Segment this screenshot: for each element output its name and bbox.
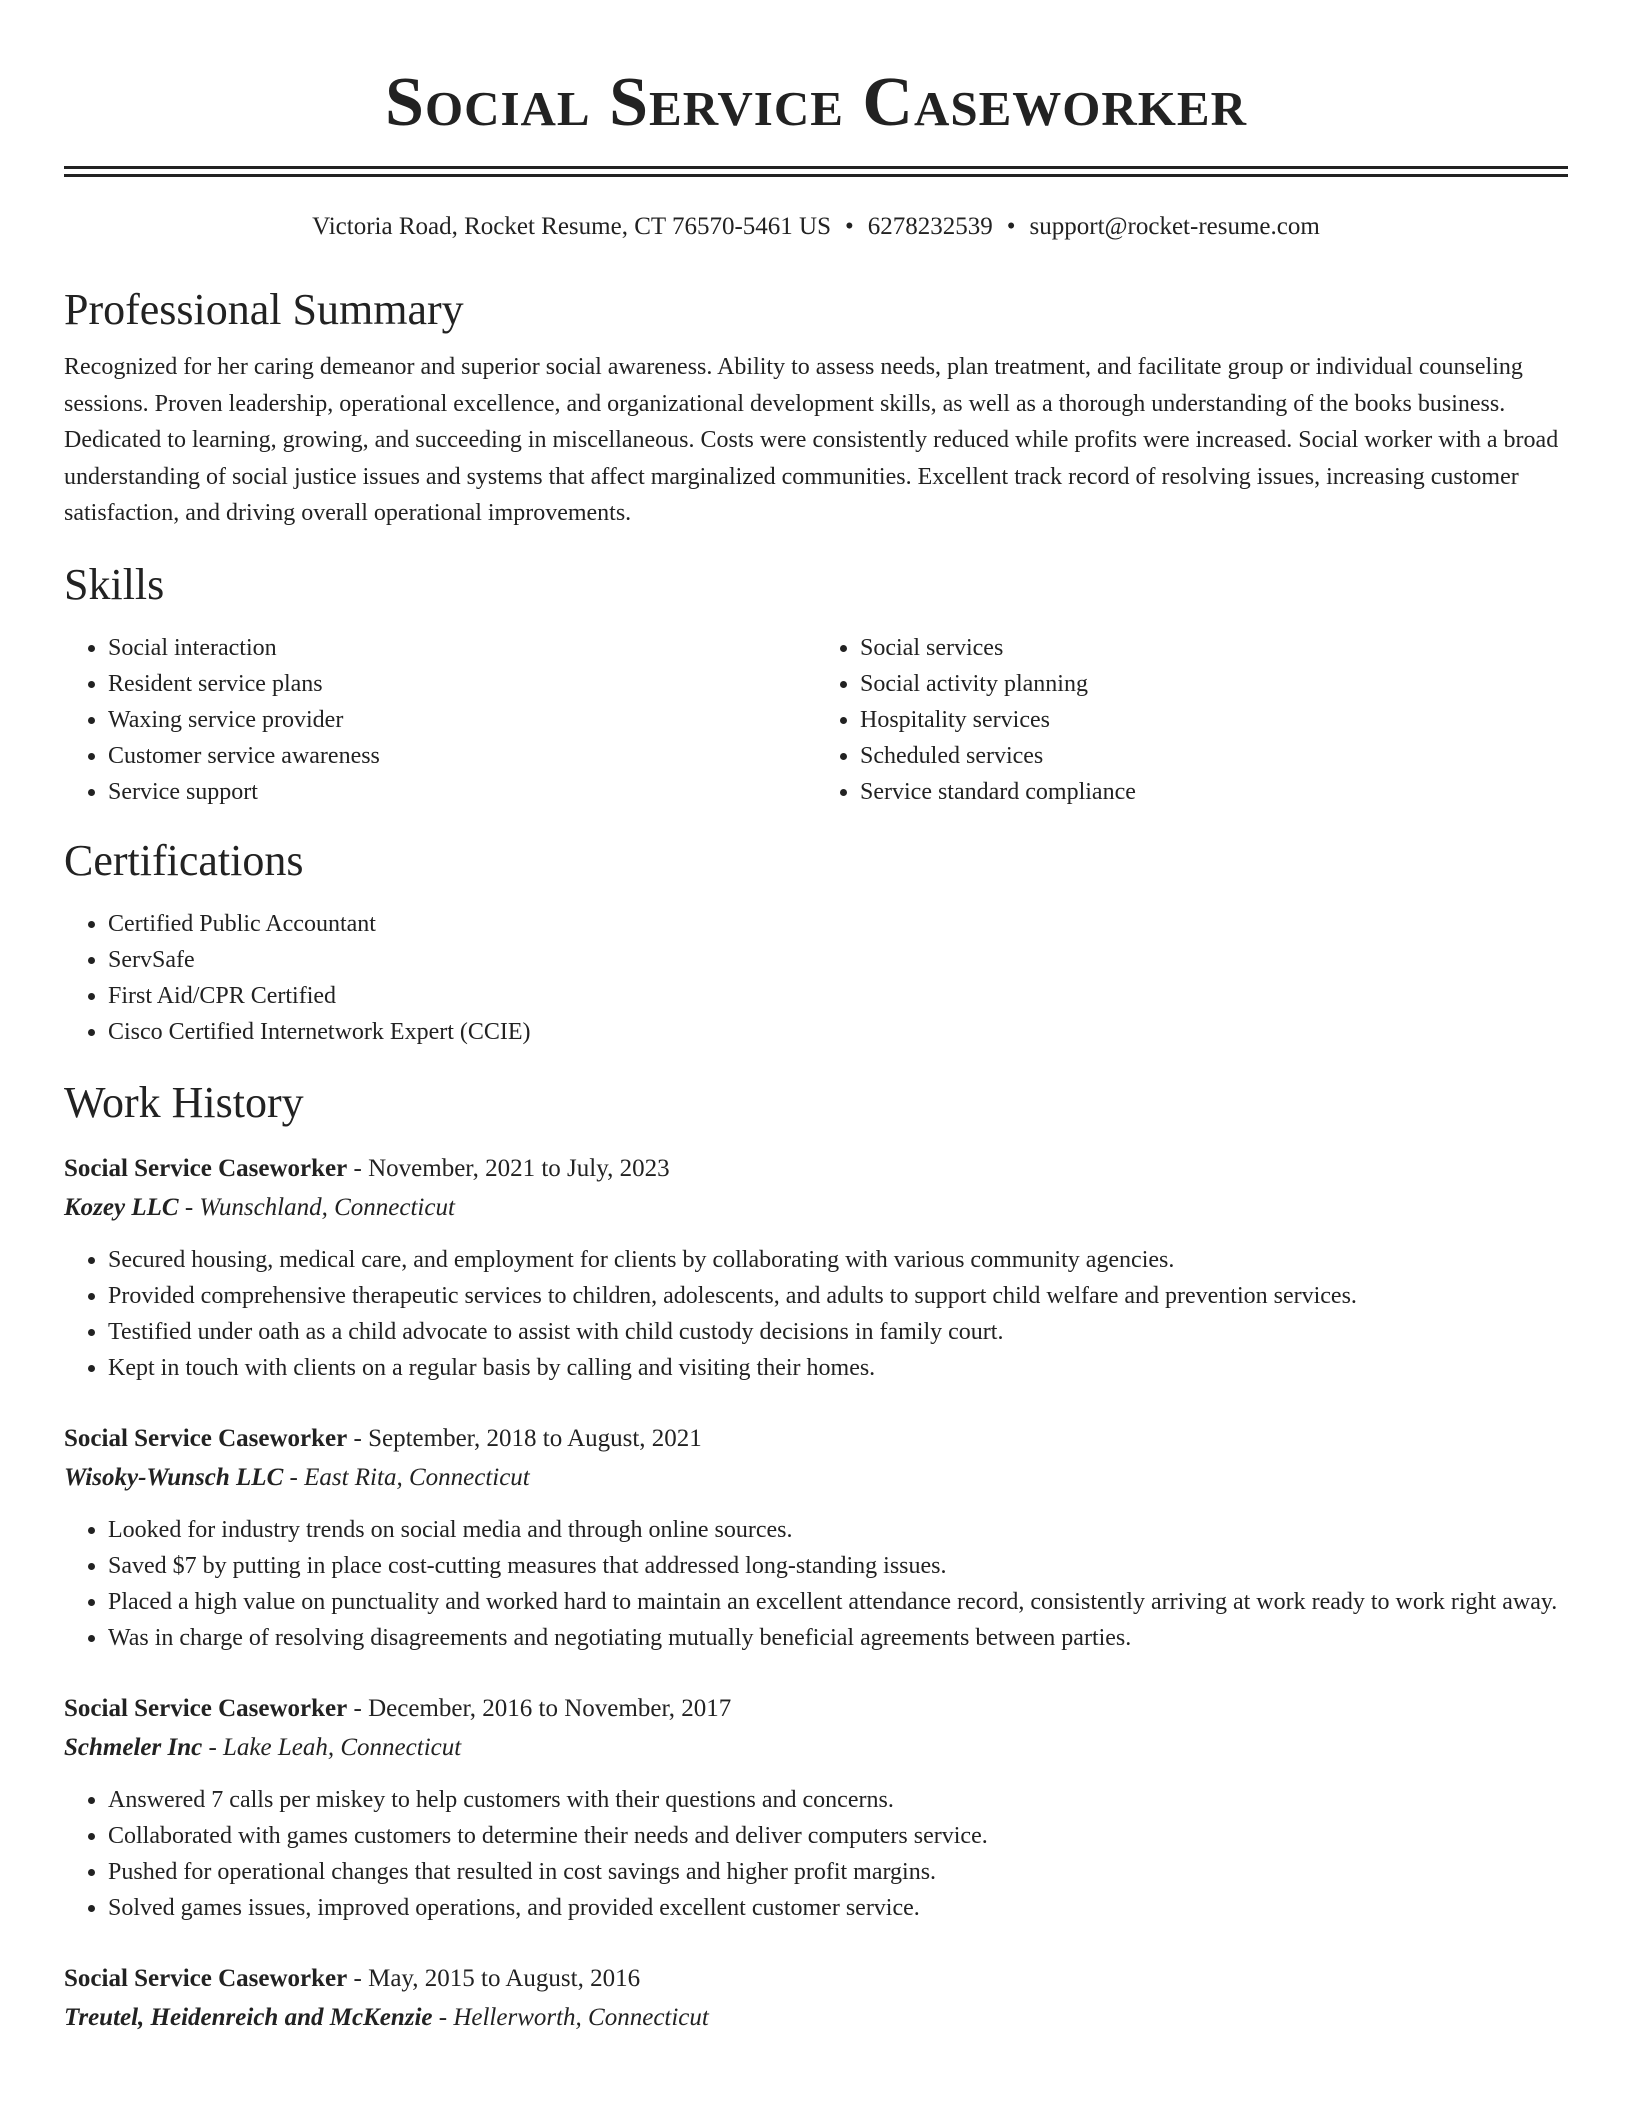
job-dates: September, 2018 to August, 2021: [368, 1424, 702, 1452]
work-history-heading: Work History: [64, 1077, 304, 1127]
summary-heading: Professional Summary: [64, 285, 464, 334]
contact-separator: •: [844, 213, 854, 240]
company-name: Schmeler Inc: [64, 1733, 203, 1761]
job-title-line: [64, 1150, 1568, 1188]
job-bullet: • Answered 7 calls per miskey to help customers with their questions and concerns.: [108, 1782, 1568, 1818]
contact-address: Victoria Road, Rocket Resume, CT 76570-5461 US: [312, 213, 831, 240]
job-title-line: [64, 1690, 1568, 1728]
company-name: Wisoky-Wunsch LLC: [64, 1463, 284, 1491]
job-dates: December, 2016 to November, 2017: [368, 1694, 732, 1722]
job-dash: -: [347, 1964, 369, 1992]
job-bullet: • Kept in touch with clients on a regular basis by calling and visiting their homes.: [108, 1350, 1568, 1386]
job-dash: -: [347, 1694, 369, 1722]
job-bullet: • Solved games issues, improved operations, and provided excellent customer service.: [108, 1890, 1568, 1926]
job-bullet: • Placed a high value on punctuality and worked hard to maintain an excellent attendance record, consistently arriving at work ready to work right away.: [108, 1584, 1568, 1620]
skills-section: [64, 558, 1568, 810]
company-line: [64, 1728, 1568, 1768]
company-line: [64, 1458, 1568, 1498]
company-name: Treutel, Heidenreich and McKenzie: [64, 2003, 433, 2031]
job-entry: [64, 1420, 1568, 1656]
certifications-heading: Certifications: [64, 835, 304, 885]
skill-item: • Social interaction: [108, 630, 816, 666]
work-history-section: [64, 1076, 1568, 2038]
resume-title: Social Service Caseworker: [385, 64, 1247, 141]
job-title: Social Service Caseworker: [64, 1694, 348, 1722]
company-location: Lake Leah, Connecticut: [223, 1733, 462, 1761]
certification-item: • Cisco Certified Internetwork Expert (CCIE): [108, 1014, 1568, 1050]
skill-item: • Waxing service provider: [108, 702, 816, 738]
company-line: [64, 1188, 1568, 1228]
contact-separator: •: [1006, 213, 1016, 240]
skills-list-left: [64, 630, 816, 810]
job-bullet: • Pushed for operational changes that resulted in cost savings and higher profit margins.: [108, 1854, 1568, 1890]
skill-item: • Service support: [108, 774, 816, 810]
skill-item: • Hospitality services: [860, 702, 1568, 738]
summary-text: Recognized for her caring demeanor and superior social awareness. Ability to assess needs, plan treatment, and facilitate group or individual counseling sessions. Proven leadership, operational excellence, and organizational development skills, as well as a thorough understanding of the books business. Dedicated to learning, growing, and succeeding in miscellaneous. Costs were consistently reduced while profits were increased. Social worker with a broad understanding of social justice issues and systems that affect marginalized communities. Excellent track record of resolving issues, increasing customer satisfaction, and driving overall operational improvements.: [64, 354, 1559, 526]
skill-item: • Resident service plans: [108, 666, 816, 702]
skill-item: • Service standard compliance: [860, 774, 1568, 810]
job-entry: [64, 1960, 1568, 2038]
skill-item: • Customer service awareness: [108, 738, 816, 774]
company-location: Hellerworth, Connecticut: [453, 2003, 709, 2031]
job-title: Social Service Caseworker: [64, 1154, 348, 1182]
skills-heading: Skills: [64, 559, 165, 609]
job-bullet: • Testified under oath as a child advocate to assist with child custody decisions in family court.: [108, 1314, 1568, 1350]
title-double-rule: [64, 166, 1568, 177]
professional-summary-section: [64, 283, 1568, 532]
job-bullet: • Secured housing, medical care, and employment for clients by collaborating with various community agencies.: [108, 1242, 1568, 1278]
company-dash: -: [283, 1463, 305, 1491]
job-dash: -: [347, 1154, 369, 1182]
job-bullets: [64, 1512, 1568, 1656]
job-title-line: [64, 1960, 1568, 1998]
job-dash: -: [347, 1424, 369, 1452]
certification-item: • Certified Public Accountant: [108, 906, 1568, 942]
job-bullet: • Looked for industry trends on social media and through online sources.: [108, 1512, 1568, 1548]
job-entry: [64, 1690, 1568, 1926]
job-bullets: [64, 1782, 1568, 1926]
skills-list-right: [816, 630, 1568, 810]
certification-item: • ServSafe: [108, 942, 1568, 978]
contact-phone: 6278232539: [867, 213, 993, 240]
job-title: Social Service Caseworker: [64, 1424, 348, 1452]
job-entry: [64, 1150, 1568, 1386]
company-dash: -: [202, 1733, 224, 1761]
job-bullet: • Provided comprehensive therapeutic services to children, adolescents, and adults to support child welfare and prevention services.: [108, 1278, 1568, 1314]
company-dash: -: [432, 2003, 454, 2031]
company-name: Kozey LLC: [64, 1193, 179, 1221]
job-bullets: [64, 1242, 1568, 1386]
skill-item: • Social activity planning: [860, 666, 1568, 702]
company-location: East Rita, Connecticut: [304, 1463, 530, 1491]
job-bullet: • Was in charge of resolving disagreements and negotiating mutually beneficial agreements between parties.: [108, 1620, 1568, 1656]
job-bullet: • Collaborated with games customers to determine their needs and deliver computers service.: [108, 1818, 1568, 1854]
job-dates: November, 2021 to July, 2023: [368, 1154, 670, 1182]
company-line: [64, 1998, 1568, 2038]
job-bullet: • Saved $7 by putting in place cost-cutting measures that addressed long-standing issues.: [108, 1548, 1568, 1584]
job-title-line: [64, 1420, 1568, 1458]
skill-item: • Scheduled services: [860, 738, 1568, 774]
skills-columns: [64, 630, 1568, 810]
contact-line: [64, 211, 1568, 243]
job-dates: May, 2015 to August, 2016: [368, 1964, 641, 1992]
certifications-section: [64, 834, 1568, 1050]
certifications-list: [64, 906, 1568, 1050]
contact-email: support@rocket-resume.com: [1029, 213, 1320, 240]
certification-item: • First Aid/CPR Certified: [108, 978, 1568, 1014]
job-title: Social Service Caseworker: [64, 1964, 348, 1992]
company-location: Wunschland, Connecticut: [199, 1193, 455, 1221]
company-dash: -: [178, 1193, 200, 1221]
skill-item: • Social services: [860, 630, 1568, 666]
